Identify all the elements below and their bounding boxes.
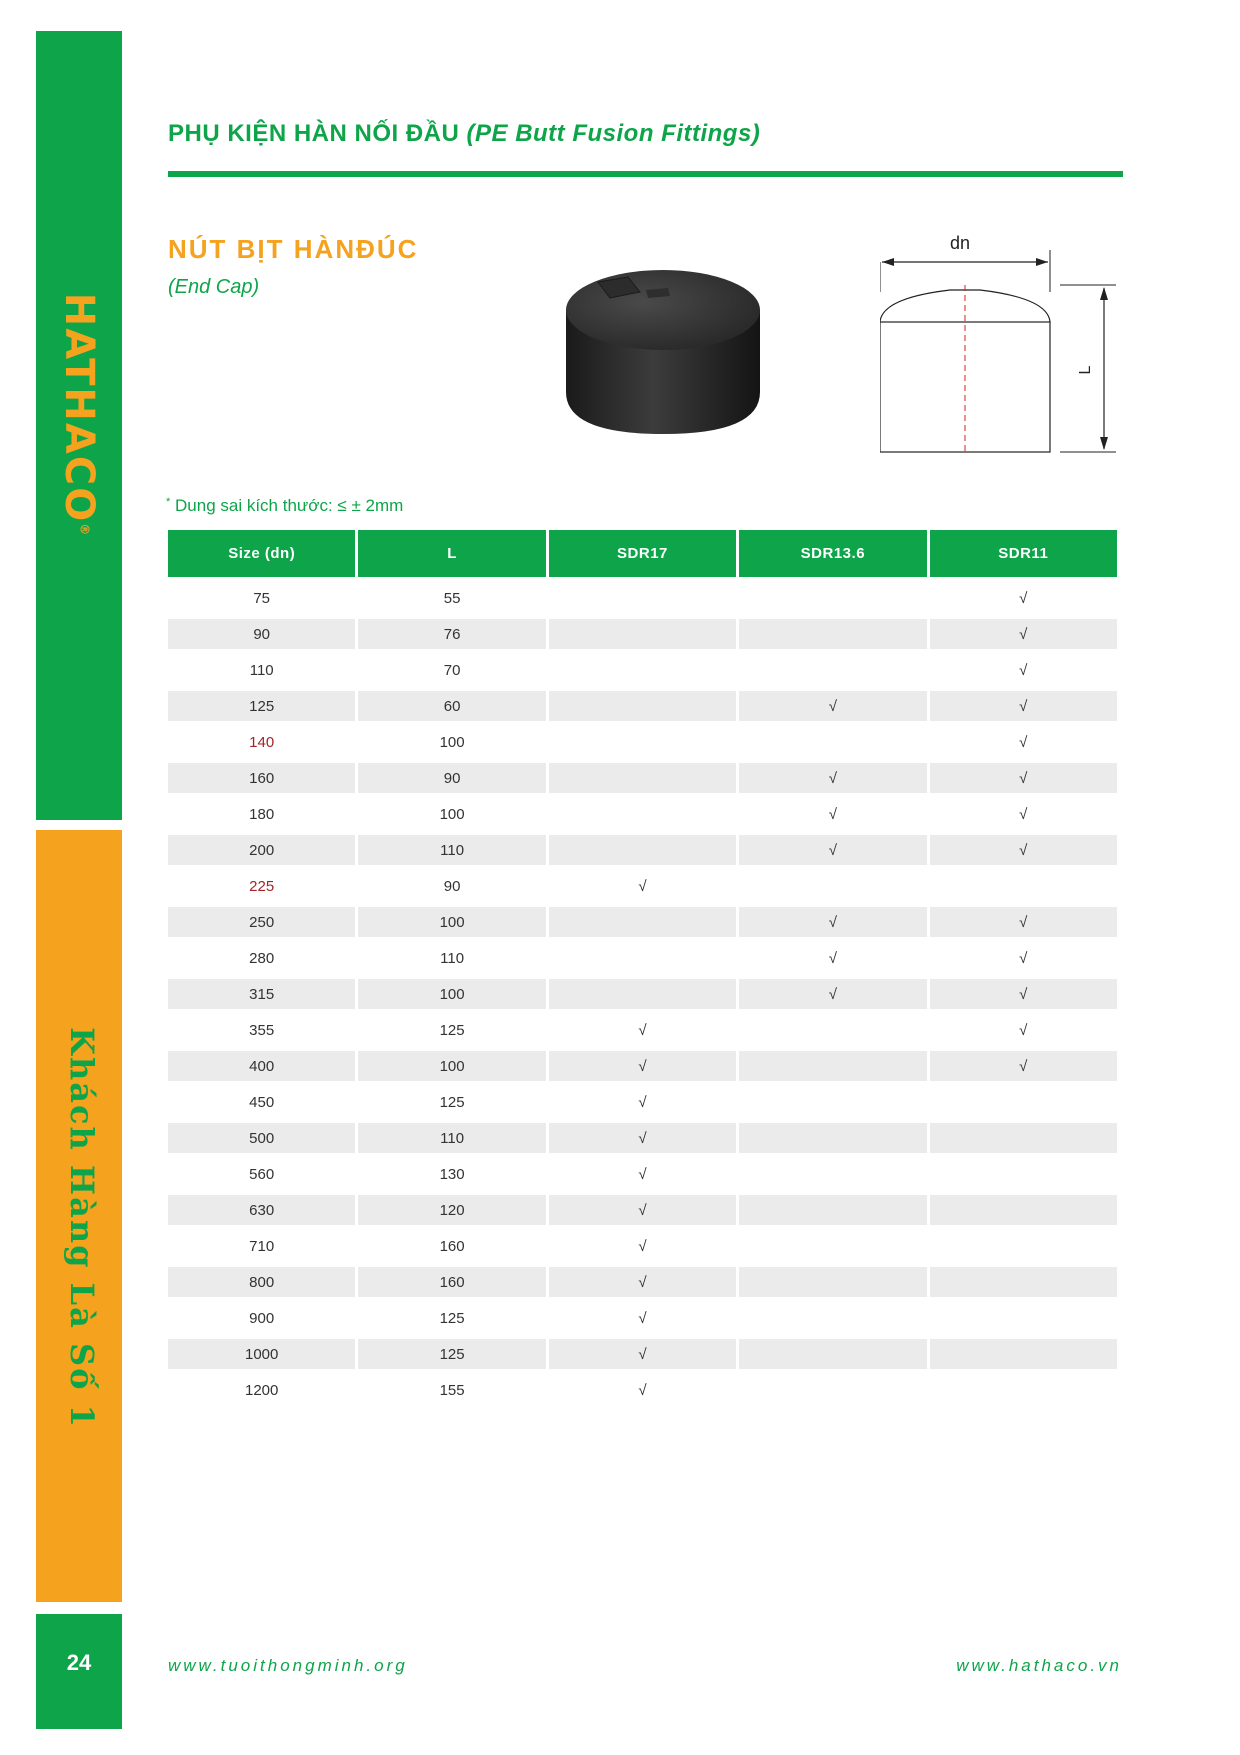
table-cell xyxy=(739,1087,926,1117)
table-row xyxy=(168,1195,1117,1225)
table-cell xyxy=(549,907,736,937)
table-cell: √ xyxy=(930,763,1117,793)
spec-table xyxy=(165,524,1120,1411)
table-row xyxy=(168,1375,1117,1405)
table-cell: 110 xyxy=(358,835,545,865)
table-cell: 1000 xyxy=(168,1339,355,1369)
table-cell: 225 xyxy=(249,877,275,895)
table-cell: √ xyxy=(638,1381,647,1399)
table-cell xyxy=(739,1375,926,1405)
table-cell: 140 xyxy=(249,733,275,751)
table-cell: 125 xyxy=(439,1021,465,1039)
table-cell xyxy=(549,979,736,1009)
table-cell: 70 xyxy=(443,661,461,679)
table-cell: √ xyxy=(739,979,926,1009)
table-cell: √ xyxy=(638,877,647,895)
table-cell xyxy=(930,1123,1117,1153)
table-cell xyxy=(549,799,736,829)
table-row xyxy=(168,763,1117,793)
tolerance-note: * Dung sai kích thước: ≤ ± 2mm xyxy=(166,496,404,515)
section-title xyxy=(168,120,760,148)
table-cell: √ xyxy=(549,1339,736,1369)
table-cell xyxy=(739,583,926,613)
header-sdr13-6: SDR13.6 xyxy=(739,530,926,577)
table-cell: 90 xyxy=(443,877,461,895)
table-header-row xyxy=(168,530,1117,577)
table-cell xyxy=(549,835,736,865)
table-cell: 76 xyxy=(358,619,545,649)
table-cell: √ xyxy=(930,1051,1117,1081)
table-cell: 160 xyxy=(439,1237,465,1255)
table-cell: √ xyxy=(638,1021,647,1039)
table-cell: √ xyxy=(1019,1021,1028,1039)
table-cell: 180 xyxy=(249,805,275,823)
header-size: Size (dn) xyxy=(168,530,355,577)
table-row xyxy=(168,583,1117,613)
sidebar-slogan: Khách Hàng Là Số 1 xyxy=(63,1027,101,1429)
table-cell: √ xyxy=(739,835,926,865)
table-cell: 75 xyxy=(253,589,271,607)
table-cell: √ xyxy=(739,691,926,721)
table-cell: √ xyxy=(739,763,926,793)
table-cell: √ xyxy=(930,835,1117,865)
table-cell xyxy=(549,619,736,649)
table-cell xyxy=(549,691,736,721)
table-cell xyxy=(549,763,736,793)
table-cell: 125 xyxy=(168,691,355,721)
table-cell xyxy=(739,619,926,649)
table-cell xyxy=(739,1267,926,1297)
table-cell: 200 xyxy=(168,835,355,865)
table-cell: 100 xyxy=(358,907,545,937)
table-row xyxy=(168,1267,1117,1297)
table-cell: 155 xyxy=(439,1381,465,1399)
table-cell: 710 xyxy=(249,1237,275,1255)
table-cell: √ xyxy=(930,691,1117,721)
title-divider xyxy=(168,171,1123,177)
table-cell: 450 xyxy=(249,1093,275,1111)
table-cell: 125 xyxy=(358,1339,545,1369)
table-cell xyxy=(739,871,926,901)
table-cell xyxy=(739,1339,926,1369)
table-cell: 500 xyxy=(168,1123,355,1153)
table-row xyxy=(168,1159,1117,1189)
table-cell: 110 xyxy=(440,949,465,967)
table-cell: √ xyxy=(739,907,926,937)
table-cell: 110 xyxy=(358,1123,545,1153)
table-row xyxy=(168,979,1117,1009)
brand-logo-text: HATHACO® xyxy=(56,292,102,538)
table-row xyxy=(168,943,1117,973)
table-cell: 55 xyxy=(443,589,461,607)
table-cell: √ xyxy=(930,979,1117,1009)
table-row xyxy=(168,799,1117,829)
table-cell: 100 xyxy=(439,733,465,751)
table-cell xyxy=(930,1267,1117,1297)
table-cell xyxy=(930,1339,1117,1369)
table-cell: √ xyxy=(930,619,1117,649)
table-cell: 160 xyxy=(168,763,355,793)
table-cell: √ xyxy=(1019,733,1028,751)
table-cell: 160 xyxy=(358,1267,545,1297)
table-cell: √ xyxy=(549,1051,736,1081)
table-cell xyxy=(739,1051,926,1081)
table-cell: √ xyxy=(638,1165,647,1183)
table-cell: 130 xyxy=(439,1165,465,1183)
table-cell xyxy=(930,1375,1117,1405)
table-cell: 1200 xyxy=(245,1381,279,1399)
table-cell xyxy=(739,1195,926,1225)
table-cell xyxy=(739,1303,926,1333)
header-sdr17: SDR17 xyxy=(549,530,736,577)
table-cell: √ xyxy=(1019,805,1028,823)
section-title-en: (PE Butt Fusion Fittings) xyxy=(466,120,761,147)
table-cell: 100 xyxy=(439,805,465,823)
table-row xyxy=(168,1339,1117,1369)
table-cell: 125 xyxy=(439,1093,465,1111)
table-cell xyxy=(930,871,1117,901)
section-title-vi: PHỤ KIỆN HÀN NỐI ĐẦU xyxy=(168,120,460,147)
header-l: L xyxy=(358,530,545,577)
table-cell: 900 xyxy=(249,1309,275,1327)
end-cap-photo xyxy=(558,262,768,437)
table-cell: 355 xyxy=(249,1021,275,1039)
table-body xyxy=(168,583,1117,1405)
table-cell: 100 xyxy=(358,979,545,1009)
table-row xyxy=(168,871,1117,901)
table-cell: 90 xyxy=(358,763,545,793)
table-cell: √ xyxy=(1019,661,1028,679)
table-cell: 110 xyxy=(249,661,274,679)
page-number: 24 xyxy=(66,1650,92,1675)
table-cell: 560 xyxy=(249,1165,275,1183)
dn-label: dn xyxy=(949,233,971,253)
table-cell: √ xyxy=(930,907,1117,937)
table-cell: 250 xyxy=(168,907,355,937)
table-cell xyxy=(739,727,926,757)
table-cell: √ xyxy=(1019,589,1028,607)
product-name-en: (End Cap) xyxy=(168,276,260,298)
table-cell xyxy=(549,943,736,973)
table-row xyxy=(168,1051,1117,1081)
table-cell xyxy=(930,1231,1117,1261)
header-sdr11: SDR11 xyxy=(930,530,1117,577)
table-cell: 100 xyxy=(358,1051,545,1081)
table-cell: 120 xyxy=(358,1195,545,1225)
l-label: L xyxy=(1077,365,1094,375)
table-cell xyxy=(739,1123,926,1153)
table-row xyxy=(168,727,1117,757)
table-cell: 90 xyxy=(168,619,355,649)
table-row xyxy=(168,907,1117,937)
table-cell xyxy=(739,1159,926,1189)
table-cell: 400 xyxy=(168,1051,355,1081)
table-cell: √ xyxy=(1019,949,1028,967)
table-cell: √ xyxy=(638,1309,647,1327)
table-cell: √ xyxy=(638,1237,647,1255)
table-cell: 800 xyxy=(168,1267,355,1297)
table-cell: √ xyxy=(828,805,837,823)
table-cell xyxy=(739,1231,926,1261)
table-cell xyxy=(549,727,736,757)
footer-website-right: www.hathaco.vn xyxy=(956,1656,1122,1675)
table-cell: √ xyxy=(638,1093,647,1111)
table-cell xyxy=(930,1303,1117,1333)
table-cell xyxy=(549,583,736,613)
table-cell xyxy=(739,655,926,685)
table-cell: 315 xyxy=(168,979,355,1009)
table-row xyxy=(168,1231,1117,1261)
table-cell: √ xyxy=(549,1195,736,1225)
table-row xyxy=(168,655,1117,685)
table-cell xyxy=(930,1195,1117,1225)
table-cell xyxy=(930,1087,1117,1117)
table-cell: √ xyxy=(549,1267,736,1297)
table-cell: √ xyxy=(828,949,837,967)
table-cell xyxy=(739,1015,926,1045)
table-cell: 125 xyxy=(439,1309,465,1327)
table-cell: √ xyxy=(549,1123,736,1153)
table-cell xyxy=(930,1159,1117,1189)
table-row xyxy=(168,1303,1117,1333)
end-cap-dimension-diagram xyxy=(880,230,1130,460)
table-row xyxy=(168,835,1117,865)
table-cell: 60 xyxy=(358,691,545,721)
table-row xyxy=(168,1015,1117,1045)
table-row xyxy=(168,691,1117,721)
table-cell: 630 xyxy=(168,1195,355,1225)
table-row xyxy=(168,1087,1117,1117)
footer-website-left: www.tuoithongminh.org xyxy=(168,1656,408,1675)
table-cell xyxy=(549,655,736,685)
product-name: NÚT BỊT HÀNĐÚC xyxy=(168,234,419,264)
table-row xyxy=(168,1123,1117,1153)
table-cell: 280 xyxy=(249,949,275,967)
table-row xyxy=(168,619,1117,649)
